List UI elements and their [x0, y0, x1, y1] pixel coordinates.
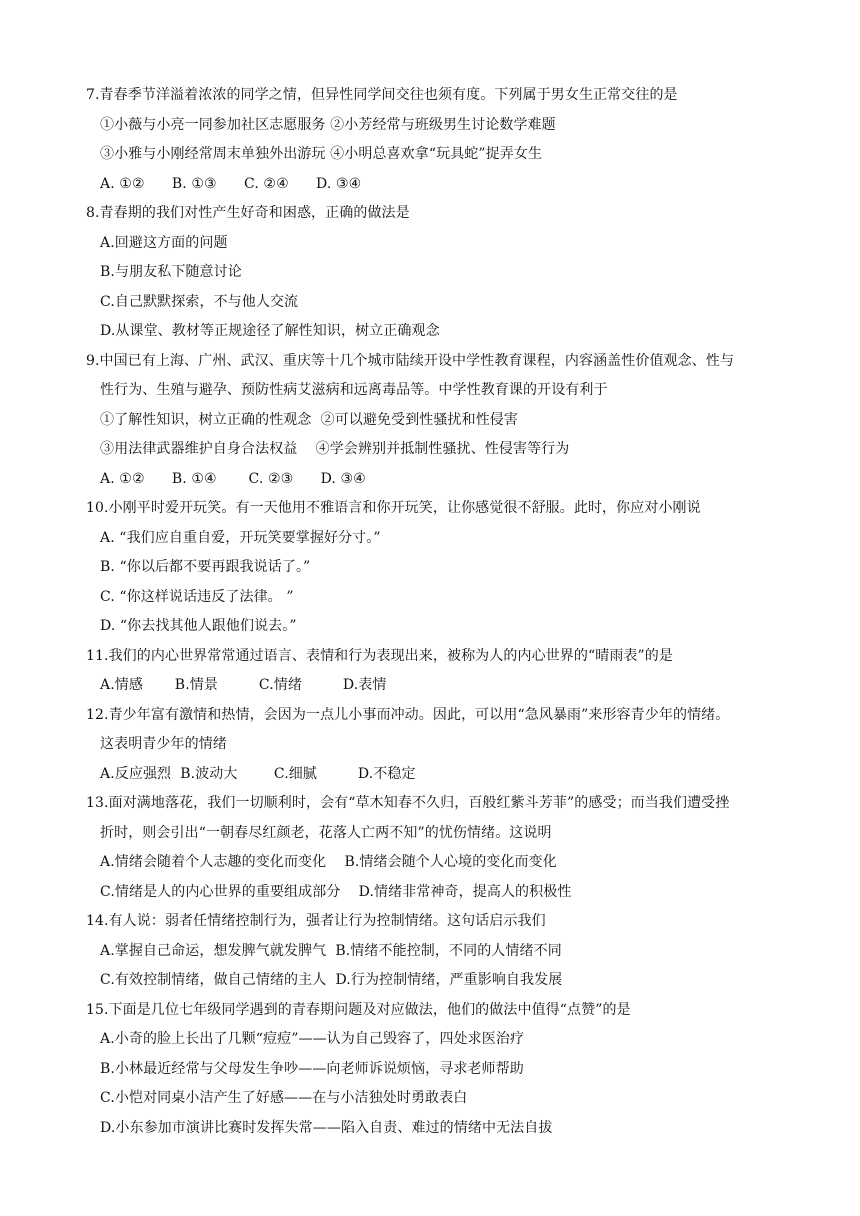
question-10	[86, 494, 786, 642]
question-11	[86, 642, 786, 701]
question-13	[86, 789, 786, 907]
question-15	[86, 996, 786, 1144]
statement-line: ①了解性知识，树立正确的性观念 ②可以避免受到性骚扰和性侵害	[100, 411, 518, 428]
answer-options: A.情感 B.情景 C.情绪 D.表情	[100, 677, 387, 693]
answer-options: A.反应强烈 B.波动大 C.细腻 D.不稳定	[100, 765, 416, 782]
answer-option: B. “你以后都不要再跟我说话了。”	[100, 559, 311, 575]
question-8	[86, 199, 786, 347]
answer-options: A. ①② B. ①④ C. ②③ D. ③④	[100, 470, 366, 487]
question-7	[86, 81, 786, 199]
answer-option: C.小恺对同桌小洁产生了好感——在与小洁独处时勇敢表白	[100, 1090, 468, 1106]
question-12	[86, 701, 786, 790]
question-stem: 13.面对满地落花，我们一切顺利时，会有“草木知春不久归，百般红紫斗芳菲”的感受；而当我们遭受挫	[86, 795, 730, 811]
question-stem-continued: 这表明青少年的情绪	[100, 736, 227, 752]
answer-option: A.小奇的脸上长出了几颗“痘痘”——认为自己毁容了，四处求医治疗	[100, 1031, 525, 1047]
answer-options: C.有效控制情绪，做自己情绪的主人 D.行为控制情绪，严重影响自我发展	[100, 972, 563, 988]
question-stem: 8.青春期的我们对性产生好奇和困惑，正确的做法是	[86, 205, 410, 221]
answer-option: A.回避这方面的问题	[100, 234, 228, 251]
question-stem: 7.青春季节洋溢着浓浓的同学之情，但异性同学间交往也须有度。下列属于男女生正常交往的是	[86, 87, 678, 103]
question-stem: 14.有人说：弱者任情绪控制行为，强者让行为控制情绪。这句话启示我们	[86, 913, 546, 929]
question-14	[86, 907, 786, 996]
question-stem-continued: 折时，则会引出“一朝春尽红颜老，花落人亡两不知”的忧伤情绪。这说明	[100, 824, 552, 841]
question-stem: 9.中国已有上海、广州、武汉、重庆等十几个城市陆续开设中学性教育课程，内容涵盖性价值观念、性与	[86, 352, 735, 369]
answer-option: D. “你去找其他人跟他们说去。”	[100, 618, 297, 634]
statement-line: ①小薇与小亮一同参加社区志愿服务 ②小芳经常与班级男生讨论数学难题	[100, 116, 556, 133]
answer-option: D.从课堂、教材等正规途径了解性知识，树立正确观念	[100, 323, 440, 339]
question-stem: 12.青少年富有激情和热情，会因为一点儿小事而冲动。因此，可以用“急风暴雨”来形容青少年的情绪。	[86, 706, 730, 723]
question-list	[86, 81, 786, 1143]
question-stem-continued: 性行为、生殖与避孕、预防性病艾滋病和远离毒品等。中学性教育课的开设有利于	[100, 382, 608, 398]
question-9	[86, 347, 786, 495]
answer-option: B.小林最近经常与父母发生争吵——向老师诉说烦恼，寻求老师帮助	[100, 1060, 524, 1077]
question-stem: 15.下面是几位七年级同学遇到的青春期问题及对应做法，他们的做法中值得“点赞”的是	[86, 1001, 631, 1018]
answer-option: C. “你这样说话违反了法律。 ”	[100, 588, 294, 605]
statement-line: ③小雅与小刚经常周末单独外出游玩 ④小明总喜欢拿“玩具蛇”捉弄女生	[100, 146, 543, 162]
answer-option: B.与朋友私下随意讨论	[100, 264, 242, 280]
question-stem: 11.我们的内心世界常常通过语言、表情和行为表现出来，被称为人的内心世界的“晴雨表”的是	[86, 647, 673, 664]
answer-options: A.情绪会随着个人志趣的变化而变化 B.情绪会随个人心境的变化而变化	[100, 854, 557, 870]
answer-options: C.情绪是人的内心世界的重要组成部分 D.情绪非常神奇，提高人的积极性	[100, 883, 572, 900]
question-stem: 10.小刚平时爱开玩笑。有一天他用不雅语言和你开玩笑，让你感觉很不舒服。此时，你应对小刚说	[86, 500, 701, 516]
answer-option: D.小东参加市演讲比赛时发挥失常——陷入自责、难过的情绪中无法自拔	[100, 1119, 553, 1136]
answer-option: C.自己默默探索，不与他人交流	[100, 293, 299, 310]
answer-option: A. “我们应自重自爱，开玩笑要掌握好分寸。”	[100, 529, 381, 546]
answer-options: A. ①② B. ①③ C. ②④ D. ③④	[100, 175, 362, 192]
statement-line: ③用法律武器维护自身合法权益 ④学会辨别并抵制性骚扰、性侵害等行为	[100, 441, 570, 457]
answer-options: A.掌握自己命运，想发脾气就发脾气 B.情绪不能控制，不同的人情绪不同	[100, 942, 562, 959]
